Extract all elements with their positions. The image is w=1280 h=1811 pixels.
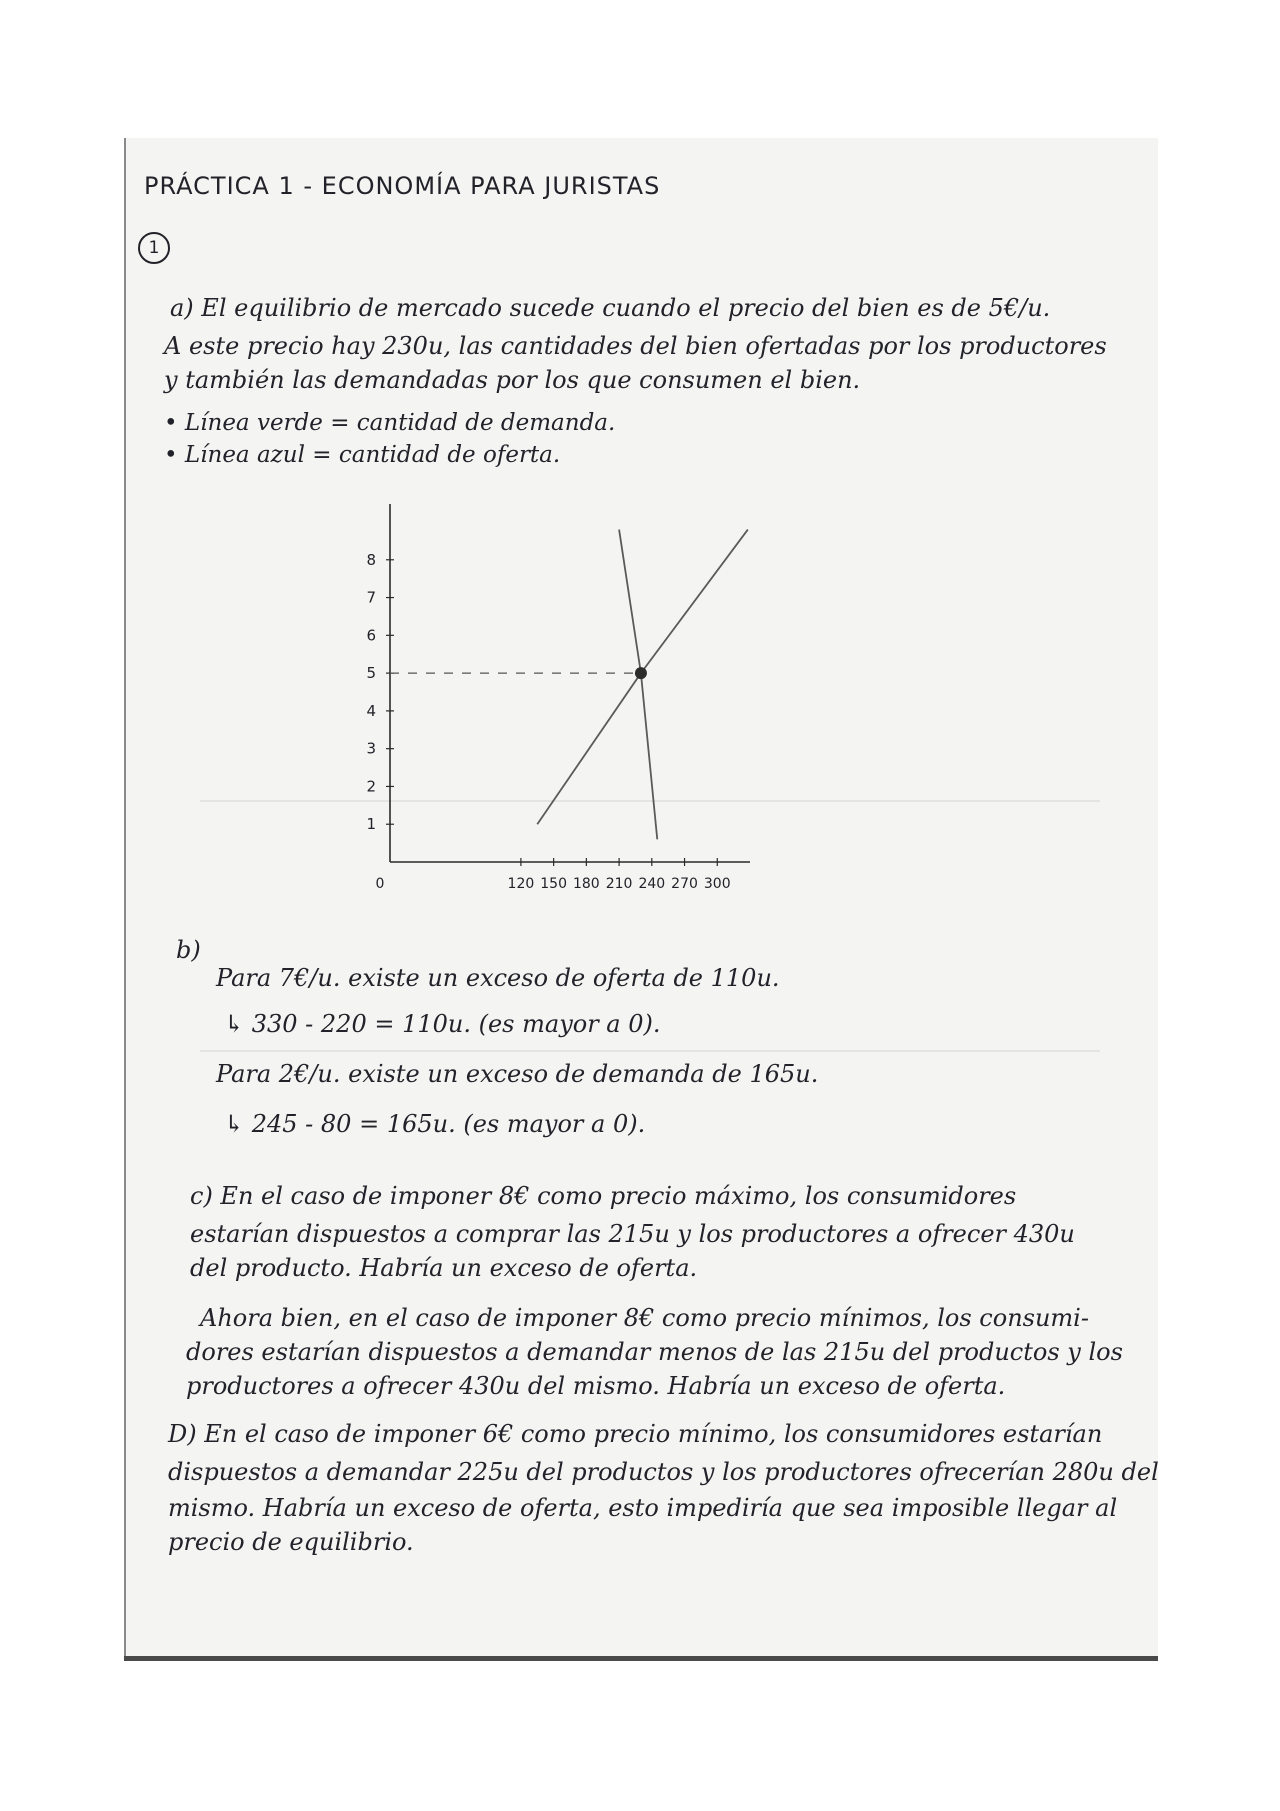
y-tick-label: 3 (366, 739, 376, 758)
part-b-label: b) (176, 936, 201, 964)
y-tick-label: 2 (366, 777, 376, 796)
page-bottom-edge (124, 1656, 1158, 1661)
y-tick-label: 8 (366, 550, 376, 569)
y-tick-label: 1 (366, 815, 376, 834)
supply-demand-chart (350, 490, 790, 910)
part-a-line: A este precio hay 230u, las cantidades del bien ofertadas por los productores (164, 332, 1107, 360)
x-tick-label: 210 (605, 876, 633, 892)
x-tick-label: 180 (572, 876, 600, 892)
part-c-line: estarían dispuestos a comprar las 215u y los productores a ofrecer 430u (190, 1220, 1075, 1248)
part-b-line: Para 2€/u. existe un exceso de demanda de 165u. (216, 1060, 819, 1088)
y-tick-label: 4 (366, 701, 376, 720)
part-a-line: a) El equilibrio de mercado sucede cuando el precio del bien es de 5€/u. (170, 294, 1051, 322)
legend-green-line: • Línea verde = cantidad de demanda. (164, 410, 616, 436)
legend-blue-line: • Línea azul = cantidad de oferta. (164, 442, 561, 468)
x-tick-label: 300 (703, 876, 731, 892)
part-b-line: Para 7€/u. existe un exceso de oferta de 110u. (216, 964, 780, 992)
part-d-line: D) En el caso de imponer 6€ como precio mínimo, los consumidores estarían (168, 1420, 1103, 1448)
bleed-through-line (200, 1050, 1100, 1052)
exercise-number: 1 (138, 232, 170, 264)
x-tick-label: 150 (540, 876, 568, 892)
y-tick-label: 7 (366, 588, 376, 607)
y-tick-label: 6 (366, 626, 376, 645)
part-a-line: y también las demandadas por los que consumen el bien. (164, 366, 861, 394)
part-d-line: precio de equilibrio. (168, 1528, 414, 1556)
part-d-line: mismo. Habría un exceso de oferta, esto impediría que sea imposible llegar al (168, 1494, 1118, 1522)
equilibrium-point (635, 667, 647, 679)
x-tick-label: 270 (671, 876, 698, 892)
x-tick-label: 0 (375, 876, 385, 892)
part-c-line: c) En el caso de imponer 8€ como precio máximo, los consumidores (190, 1182, 1017, 1210)
x-tick-label: 120 (507, 876, 535, 892)
page-title: PRÁCTICA 1 - ECONOMÍA PARA JURISTAS (144, 172, 661, 200)
part-b-line: ↳ 330 - 220 = 110u. (es mayor a 0). (224, 1010, 661, 1038)
part-d-line: dispuestos a demandar 225u del productos y los productores ofrecerían 280u del (168, 1458, 1159, 1486)
part-c-line: Ahora bien, en el caso de imponer 8€ como precio mínimos, los consumi- (200, 1304, 1089, 1332)
part-c-line: del producto. Habría un exceso de oferta. (190, 1254, 698, 1282)
y-tick-label: 5 (366, 664, 376, 683)
part-b-line: ↳ 245 - 80 = 165u. (es mayor a 0). (224, 1110, 646, 1138)
part-c-line: productores a ofrecer 430u del mismo. Habría un exceso de oferta. (186, 1372, 1006, 1400)
demanda-line (619, 530, 657, 840)
part-c-line: dores estarían dispuestos a demandar menos de las 215u del productos y los (186, 1338, 1123, 1366)
x-tick-label: 240 (638, 876, 666, 892)
